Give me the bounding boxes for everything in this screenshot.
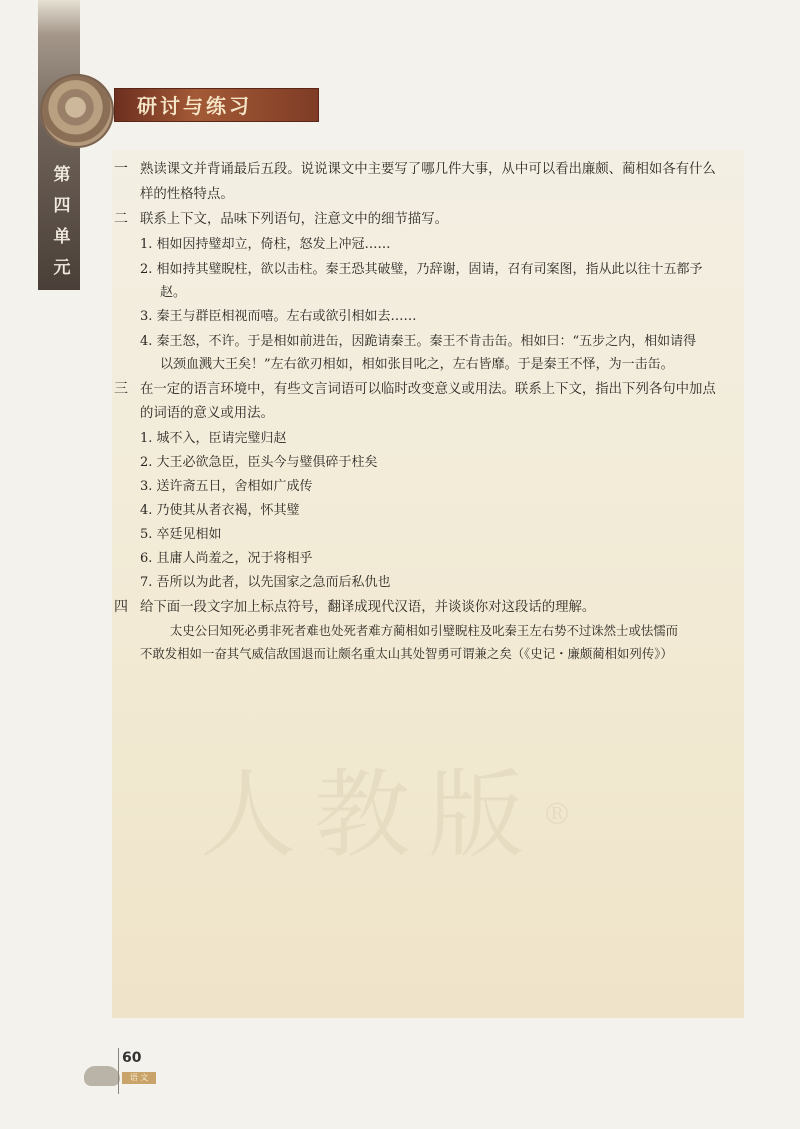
list-item: 1. 相如因持璧却立，倚柱，怒发上冲冠…… [140,237,391,252]
list-item: 3. 秦王与群臣相视而嘻。左右或欲引相如去…… [140,309,417,324]
question-text: 在一定的语言环境中，有些文言词语可以临时改变意义或用法。联系上下文，指出下列各句中加点 [140,382,716,397]
classical-passage-line: 太史公曰知死必勇非死者难也处死者难方蔺相如引璧睨柱及叱秦王左右势不过诛然士或怯懦而 [170,623,679,638]
unit-label-char: 第 [53,165,71,185]
section-title: 研讨与练习 [137,94,252,118]
bronze-medallion-icon [40,74,114,148]
list-item: 2. 大王必欲急臣，臣头今与璧俱碎于柱矣 [140,455,378,470]
registered-mark: ® [542,797,590,832]
subject-tag: 语 文 [122,1072,156,1084]
section-title-banner [114,88,319,122]
list-item: 7. 吾所以为此者，以先国家之急而后私仇也 [140,575,391,590]
list-item-continued: 赵。 [160,285,187,300]
list-item-continued: 以颈血溅大王矣！”左右欲刃相如，相如张目叱之，左右皆靡。于是秦王不怿，为一击缶。 [160,357,674,372]
watermark-text: 人教版 [200,759,542,871]
question-number: 二 [114,211,128,227]
question-text: 给下面一段文字加上标点符号，翻译成现代汉语，并谈谈你对这段话的理解。 [140,600,596,615]
unit-label-char: 四 [53,196,71,216]
question-text: 样的性格特点。 [140,187,234,202]
list-item: 6. 且庸人尚羞之，况于将相乎 [140,551,313,566]
question-text: 的词语的意义或用法。 [140,406,274,421]
classical-passage-line: 不敢发相如一奋其气威信敌国退而让颇名重太山其处智勇可谓兼之矣（《史记・廉颇蔺相如列传》） [140,646,673,661]
question-text: 联系上下文，品味下列语句，注意文中的细节描写。 [140,212,448,227]
list-item: 4. 秦王怒，不许。于是相如前进缶，因跪请秦王。秦王不肯击缶。相如曰：“五步之内，相如请得 [140,334,697,349]
question-text: 熟读课文并背诵最后五段。说说课文中主要写了哪几件大事，从中可以看出廉颇、蔺相如各有什么 [140,162,716,177]
footer-divider [118,1048,119,1094]
list-item: 3. 送许斋五日，舍相如广成传 [140,479,313,494]
unit-label-char: 单 [53,227,71,247]
unit-label-char: 元 [53,258,71,278]
question-number: 三 [114,381,128,397]
question-number: 四 [114,599,128,615]
list-item: 5. 卒廷见相如 [140,527,222,542]
question-number: 一 [114,161,128,177]
publisher-watermark [200,760,620,870]
unit-label [50,160,74,284]
cloud-icon [84,1066,120,1086]
list-item: 4. 乃使其从者衣褐，怀其璧 [140,503,300,518]
list-item: 2. 相如持其璧睨柱，欲以击柱。秦王恐其破璧，乃辞谢，固请，召有司案图，指从此以往十五都予 [140,262,703,277]
page-number: 60 [122,1050,142,1066]
list-item: 1. 城不入，臣请完璧归赵 [140,431,287,446]
